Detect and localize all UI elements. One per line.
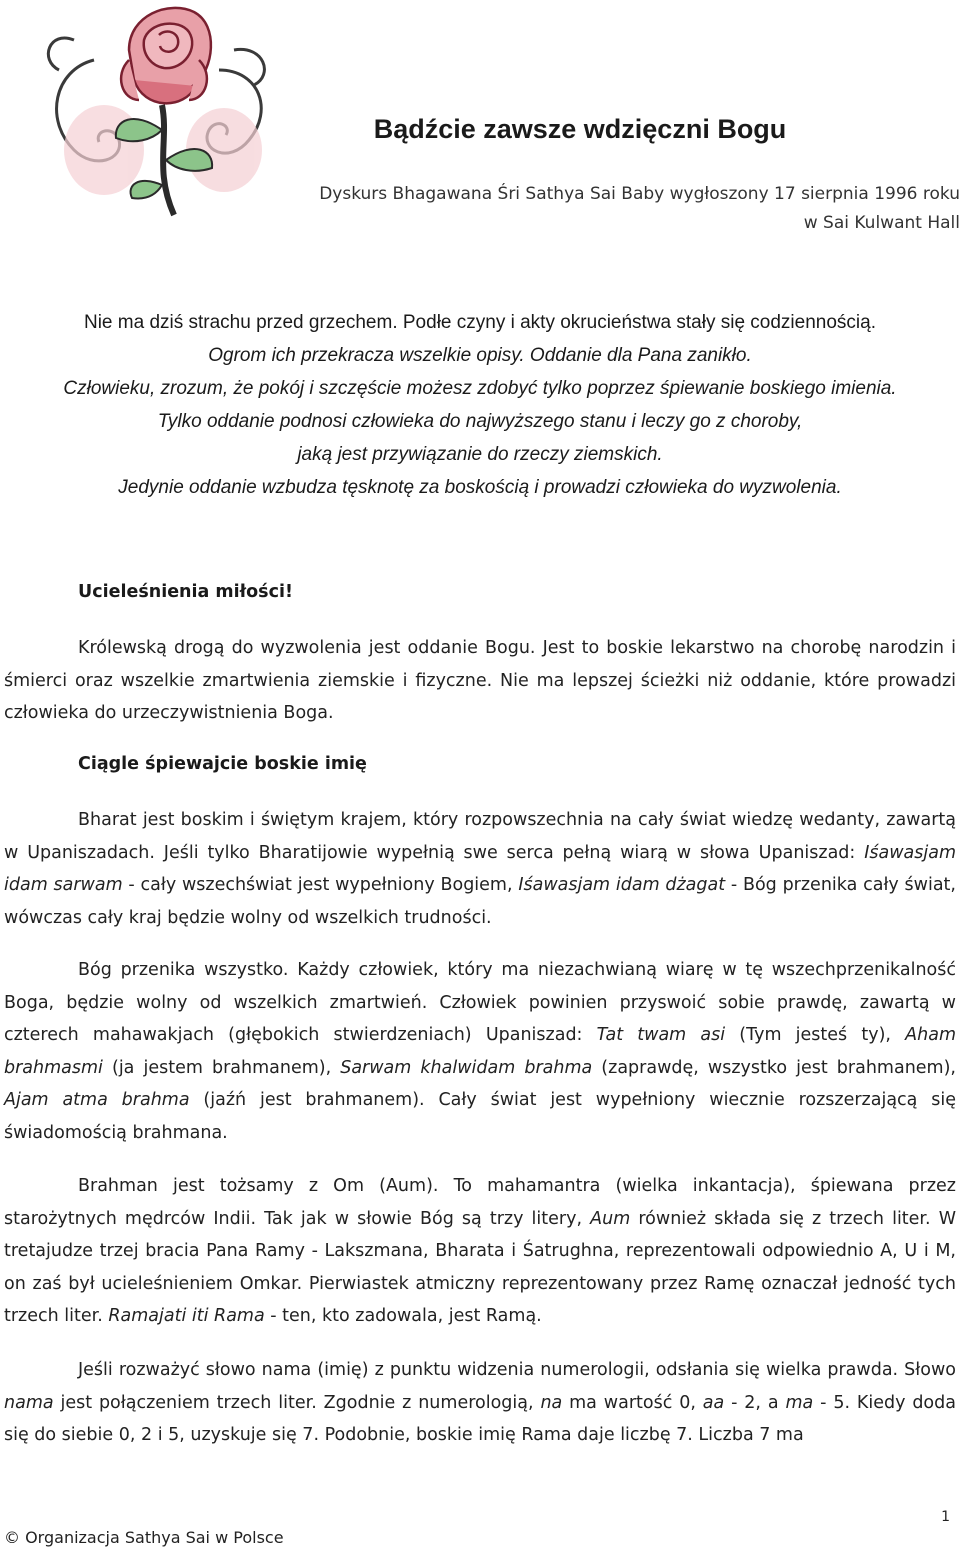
paragraph-3: Bóg przenika wszystko. Każdy człowiek, który ma niezachwianą wiarę w tę wszechprzenikalność Boga, będzie wolny od wszelkich zmartwień. Człowiek powinien przyswoić sobie prawdę, zawartą w czterech mahawakjach (głębokich stwierdzeniach) Upaniszad: Tat twam asi (Tym jesteś ty), Aham brahmasmi (ja jestem brahmanem), Sarwam khalwidam brahma (zaprawdę, wszystko jest brahmanem), Ajam atma brahma (jaźń jest brahmanem). Cały świat jest wypełniony wiecznie rozszerzającą się świadomością brahmana. xyxy=(4,960,956,1143)
paragraph-4: Brahman jest tożsamy z Om (Aum). To mahamantra (wielka inkantacja), śpiewana przez starożytnych mędrców Indii. Tak jak w słowie Bóg są trzy litery, Aum również składa się z trzech liter. W tretajudze trzej bracia Pana Ramy - Lakszmana, Bharata i Śatrughna, reprezentowali odpowiednio A, U i M, on zaś był ucieleśnieniem Omkar. Pierwiastek atmiczny reprezentowany przez Ramę oznaczał jedność tych trzech liter. Ramajati iti Rama - ten, kto zadowala, jest Ramą. xyxy=(4,1176,956,1327)
subtitle-line-2: w Sai Kulwant Hall xyxy=(803,213,960,233)
poem-line: Człowieku, zrozum, że pokój i szczęście możesz zdobyć tylko poprzez śpiewanie boskiego imienia. xyxy=(63,378,897,399)
paragraph-2: Bharat jest boskim i świętym krajem, który rozpowszechnia na cały świat wiedzę wedanty, zawartą w Upaniszadach. Jeśli tylko Bharatijowie wypełnią swe serca pełną wiarą w słowa Upaniszad: Iśawasjam idam sarwam - cały wszechświat jest wypełniony Bogiem, Iśawasjam idam dżagat - Bóg przenika cały świat, wówczas cały kraj będzie wolny od wszelkich trudności. xyxy=(4,810,956,928)
page-number: 1 xyxy=(941,1509,950,1525)
rose-illustration xyxy=(34,0,284,222)
poem-line: Ogrom ich przekracza wszelkie opisy. Oddanie dla Pana zanikło. xyxy=(208,345,752,366)
poem-line: Nie ma dziś strachu przed grzechem. Podłe czyny i akty okrucieństwa stały się codziennością. xyxy=(83,312,876,333)
poem-line: jaką jest przywiązanie do rzeczy ziemskich. xyxy=(297,444,663,465)
page-title: Bądźcie zawsze wdzięczni Bogu xyxy=(373,114,787,144)
subtitle-line-1: Dyskurs Bhagawana Śri Sathya Sai Baby wygłoszony 17 sierpnia 1996 roku xyxy=(319,184,960,204)
section-heading-1: Ucieleśnienia miłości! xyxy=(78,582,293,602)
rose-head xyxy=(121,8,211,103)
footer-copyright: © Organizacja Sathya Sai w Polsce xyxy=(4,1528,284,1547)
section-heading-2: Ciągle śpiewajcie boskie imię xyxy=(78,754,367,774)
poem-line: Jedynie oddanie wzbudza tęsknotę za boskością i prowadzi człowieka do wyzwolenia. xyxy=(118,477,842,498)
paragraph-5: Jeśli rozważyć słowo nama (imię) z punktu widzenia numerologii, odsłania się wielka prawda. Słowo nama jest połączeniem trzech liter. Zgodnie z numerologią, na ma wartość 0, aa - 2, a ma - 5. Kiedy doda się do siebie 0, 2 i 5, uzyskuje się 7. Podobnie, boskie imię Rama daje liczbę 7. Liczba 7 ma xyxy=(4,1360,956,1446)
poem-line: Tylko oddanie podnosi człowieka do najwyższego stanu i leczy go z choroby, xyxy=(157,411,803,432)
paragraph-1: Królewską drogą do wyzwolenia jest oddanie Bogu. Jest to boskie lekarstwo na chorobę narodzin i śmierci oraz wszelkie zmartwienia ziemskie i fizyczne. Nie ma lepszej ścieżki niż oddanie, które prowadzi człowieka do urzeczywistnienia Boga. xyxy=(4,638,956,724)
